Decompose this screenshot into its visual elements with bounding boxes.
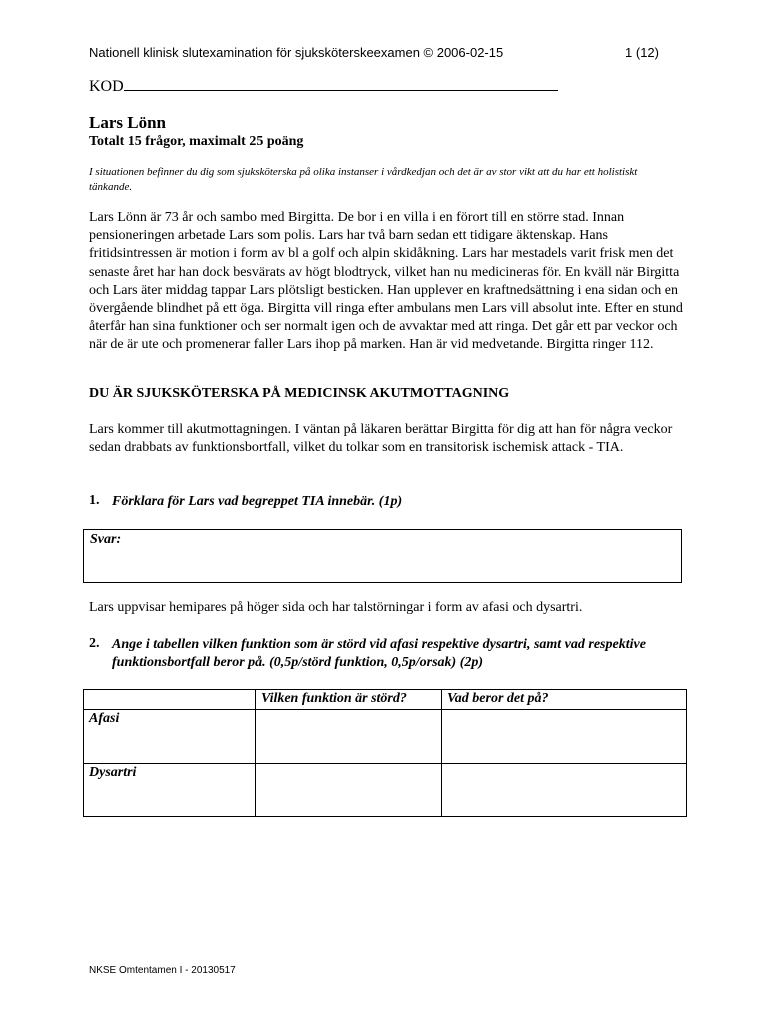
question-2-text: Ange i tabellen vilken funktion som är störd vid afasi respektive dysartri, samt vad respektive funktionsbortfall beror på. (0,5p/störd funktion, 0,5p/orsak) (2p) <box>112 637 646 670</box>
answer-cell[interactable] <box>442 710 687 764</box>
question-1 <box>89 493 689 513</box>
page-header <box>89 45 659 60</box>
answer-cell[interactable] <box>442 764 687 817</box>
answer-cell[interactable] <box>256 764 442 817</box>
question-1-text: Förklara för Lars vad begreppet TIA innebär. (1p) <box>112 494 403 509</box>
case-title: Lars Lönn <box>89 113 166 132</box>
question-2-number: 2. <box>89 636 100 651</box>
hemipares-text: Lars uppvisar hemipares på höger sida och har talstörningar i form av afasi och dysartri. <box>89 600 583 615</box>
exam-title: Nationell klinisk slutexamination för sjuksköterskeexamen © 2006-02-15 <box>89 45 504 60</box>
answer-box-1[interactable] <box>83 529 682 583</box>
table-row <box>84 710 687 764</box>
row-label-dysartri: Dysartri <box>84 764 256 817</box>
kod-field <box>89 76 558 96</box>
case-subtitle: Totalt 15 frågor, maximalt 25 poäng <box>89 134 304 149</box>
section-heading: DU ÄR SJUKSKÖTERSKA PÅ MEDICINSK AKUTMOTTAGNING <box>89 386 510 401</box>
table-header-cell <box>84 690 256 710</box>
table-row <box>84 764 687 817</box>
kod-input-line[interactable] <box>124 76 558 91</box>
table-header-cell: Vilken funktion är störd? <box>256 690 442 710</box>
kod-label: KOD <box>89 78 124 95</box>
question-2 <box>89 636 689 676</box>
section-text: Lars kommer till akutmottagningen. I väntan på läkaren berättar Birgitta för dig att han för några veckor sedan drabbats av funktionsbortfall, vilket du tolkar som en transitorisk ischemisk attack - TIA. <box>89 422 673 456</box>
page-footer: NKSE Omtentamen I - 20130517 <box>89 965 236 976</box>
answer-cell[interactable] <box>256 710 442 764</box>
case-description: Lars Lönn är 73 år och sambo med Birgitta. De bor i en villa i en förort till en större stad. Innan pensioneringen arbetade Lars som polis. Lars har två barn sedan ett tidigare äktenskap. Hans fritidsintressen är motion i form av bl a golf och alpin skidåkning. Lars har mestadels varit frisk men det senaste året har han dock besvärats av högt blodtryck, vilket han nu medicineras för. En kväll när Birgitta och Lars äter middag tappar Lars plötsligt besticken. Han upplever en kraftnedsättning i ena sidan och en övergående blindhet på ett öga. Birgitta vill ringa efter ambulans men Lars vill absolut inte. Efter en stund återfår han sina funktioner och ser normalt igen och de avvaktar med att ringa. Det går ett par veckor och när de är ute och promenerar faller Lars ihop på marken. Han är vid medvetande. Birgitta ringer 112. <box>89 210 683 353</box>
row-label-afasi: Afasi <box>84 710 256 764</box>
question-1-number: 1. <box>89 493 100 508</box>
table-header-cell: Vad beror det på? <box>442 690 687 710</box>
answer-label: Svar: <box>90 532 122 547</box>
page-number: 1 (12) <box>625 45 659 60</box>
intro-text: I situationen befinner du dig som sjuksköterska på olika instanser i vårdkedjan och det är av stor vikt att du har ett holistiskt tänkande. <box>89 166 638 193</box>
answer-table <box>83 689 687 817</box>
table-header-row <box>84 690 687 710</box>
